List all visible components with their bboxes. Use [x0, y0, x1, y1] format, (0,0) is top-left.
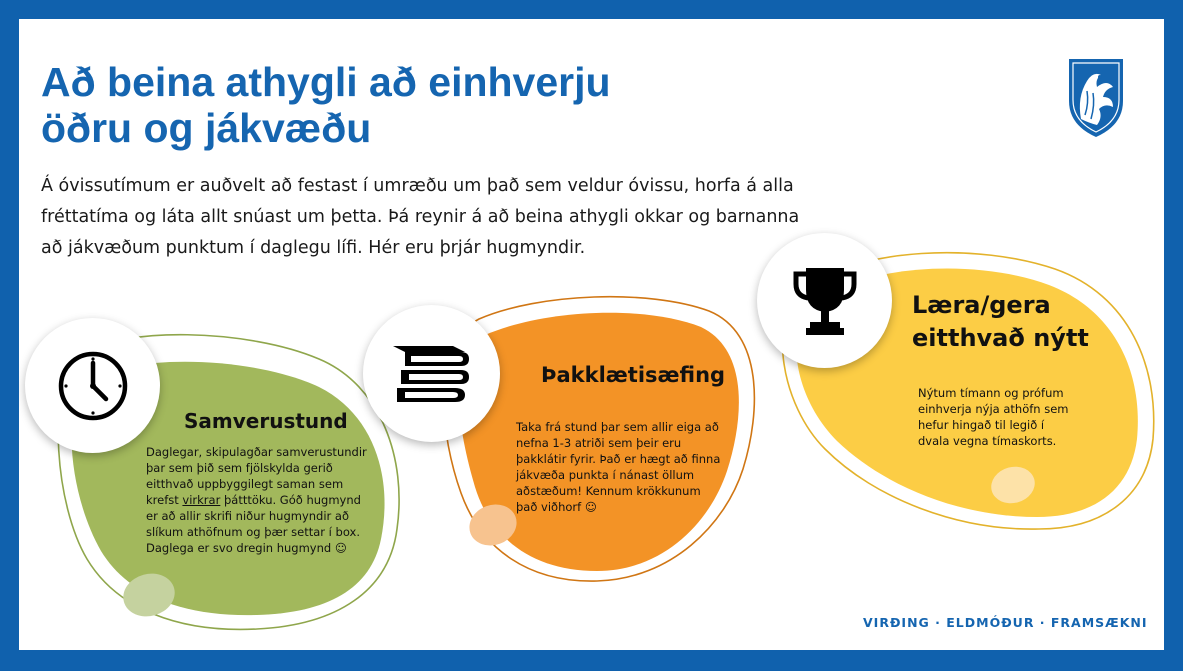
card-title-samverustund: Samverustund	[184, 409, 348, 433]
card-body-samverustund: Daglegar, skipulagðar samverustundir þar sem þið sem fjölskylda gerið eitthvað uppbyggilegt saman sem krefst virkrar þátttöku. Góð hugmynd er að allir skrifi niður hugmyndir að slíkum athöfnum og þær settar í box. Daglega er svo dregin hugmynd ☺	[146, 445, 367, 555]
books-icon	[391, 342, 473, 406]
intro-line-1: Á óvissutímum er auðvelt að festast í umræðu um það sem veldur óvissu, horfa á alla	[41, 176, 794, 196]
title-line-2: öðru og jákvæðu	[41, 105, 372, 151]
footer-values: VIRÐING · ELDMÓÐUR · FRAMSÆKNI	[863, 615, 1148, 630]
clock-circle	[25, 318, 160, 453]
intro-line-2: fréttatíma og láta allt snúast um þetta. Þá reynir á að beina athygli okkar og barnanna	[41, 207, 800, 227]
title-line-1: Að beina athygli að einhverju	[41, 59, 611, 105]
trophy-circle	[757, 233, 892, 368]
books-circle	[363, 305, 500, 442]
trophy-icon	[792, 264, 858, 338]
card-body-laera-gera: Nýtum tímann og prófum einhverja nýja athöfn sem hefur hingað til legið í dvala vegna tímaskorts.	[918, 386, 1069, 448]
clock-icon	[57, 350, 129, 422]
card-title-thakklaetisaefing: Þakklætisæfing	[541, 363, 726, 387]
intro-line-3: að jákvæðum punktum í daglegu lífi. Hér eru þrjár hugmyndir.	[41, 238, 586, 258]
card-body-thakklaetisaefing: Taka frá stund þar sem allir eiga að nefna 1-3 atriði sem þeir eru þakklátir fyrir. Það er hægt að finna jákvæða punkta í nánast öllum aðstæðum! Kennum krökkunum það viðhorf ☺	[516, 420, 721, 514]
card-title-laera-gera: Læra/gera eitthvað nýtt	[912, 291, 1089, 352]
slide	[19, 19, 1164, 650]
